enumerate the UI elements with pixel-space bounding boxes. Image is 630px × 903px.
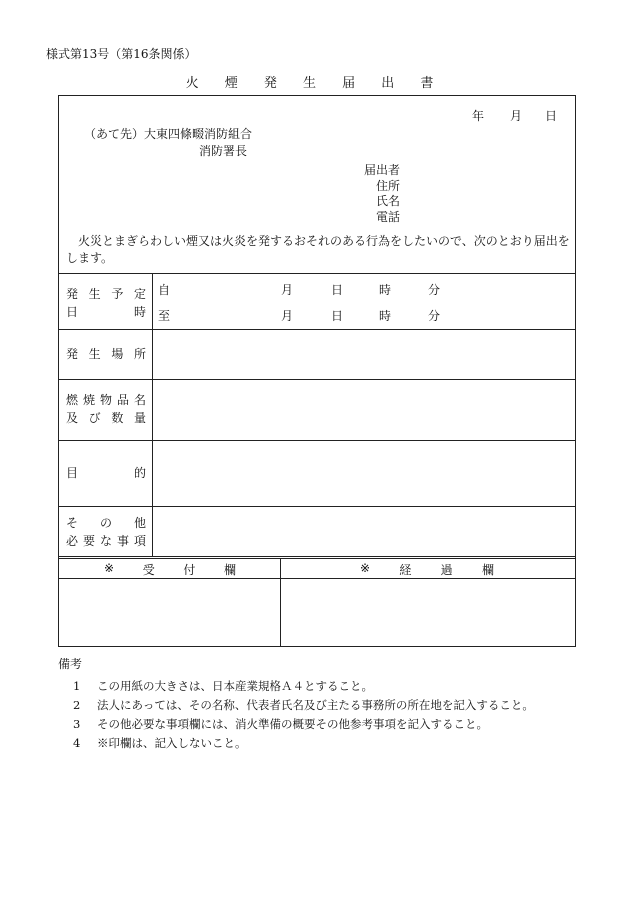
rule-column-headers [58, 578, 576, 579]
label-materials: 燃 焼 物 品 名 及 び 数 量 [66, 393, 146, 425]
rule-other-2 [58, 558, 576, 559]
label-place: 発 生 場 所 [66, 347, 146, 361]
document-title: 火 煙 発 生 届 出 書 [185, 76, 445, 91]
purpose-statement: 火災とまぎらわしい煙又は火炎を発するおそれのある行為をしたいので、次のとおり届出をします。 [66, 234, 570, 265]
rule-purpose [58, 506, 576, 507]
fire-chief: 消防署長 [199, 144, 248, 158]
remark-item: 3 その他必要な事項欄には、消火準備の概要その他参考事項を記入すること。 [73, 717, 488, 731]
form-number: 様式第13号（第16条関係） [46, 47, 197, 61]
reception-header: ※ 受 付 欄 [104, 561, 236, 577]
notifier-address: 住所 [375, 178, 400, 193]
date-year: 年 [472, 109, 485, 123]
label-purpose: 目 的 [66, 466, 146, 480]
to-month: 月 [281, 309, 294, 323]
rule-other-1 [58, 556, 576, 557]
rule-header [58, 273, 576, 274]
from-month: 月 [281, 283, 294, 297]
rule-materials [58, 440, 576, 441]
to-day: 日 [331, 309, 344, 323]
to-minute: 分 [428, 309, 441, 323]
notifier-label: 届出者 [363, 163, 400, 177]
label-scheduled-datetime: 発 生 予 定 日 時 [66, 287, 146, 319]
to-label: 至 [158, 309, 171, 323]
label-other-matters: そ の 他 必 要 な 事 項 [66, 516, 146, 548]
from-minute: 分 [428, 283, 441, 297]
from-label: 自 [158, 283, 171, 297]
label-divider [152, 273, 153, 557]
date-day: 日 [545, 109, 558, 123]
notifier-block [360, 163, 400, 225]
remarks-title: 備考 [58, 657, 83, 671]
progress-header: ※ 経 過 欄 [360, 561, 494, 577]
from-hour: 時 [379, 283, 392, 297]
remark-item: 4 ※印欄は、記入しないこと。 [73, 736, 247, 750]
from-day: 日 [331, 283, 344, 297]
addressee: （あて先）大東四條畷消防組合 [84, 127, 253, 141]
column-divider [280, 558, 281, 647]
rule-datetime [58, 329, 576, 330]
notifier-phone: 電話 [375, 209, 400, 224]
notifier-name: 氏名 [375, 194, 400, 208]
to-hour: 時 [379, 309, 392, 323]
rule-place [58, 379, 576, 380]
date-month: 月 [510, 109, 523, 123]
remark-item: 1 この用紙の大きさは、日本産業規格Ａ４とすること。 [73, 679, 373, 693]
remark-item: 2 法人にあっては、その名称、代表者氏名及び主たる事務所の所在地を記入すること。 [73, 698, 534, 712]
